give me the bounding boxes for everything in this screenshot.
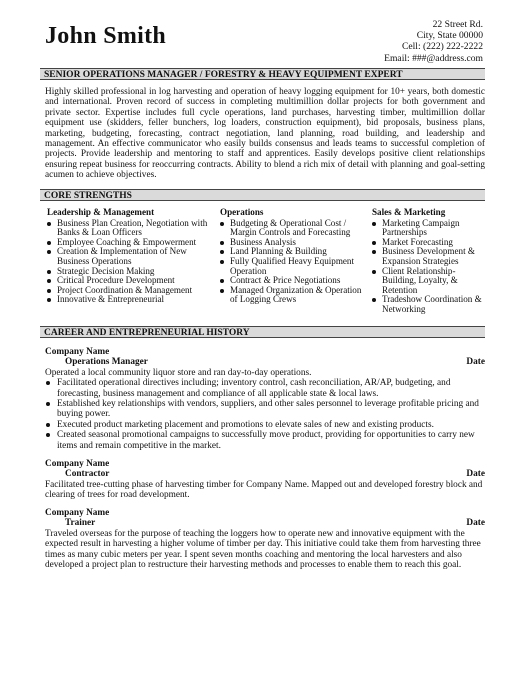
job-date: Date xyxy=(466,518,485,529)
company-name: Company Name xyxy=(45,347,110,357)
strengths-column-leadership xyxy=(47,208,219,305)
job-title: Contractor xyxy=(65,469,110,480)
job-entry xyxy=(45,508,485,570)
contact-email: Email: ###@address.com xyxy=(384,52,483,64)
contact-street: 22 Street Rd. xyxy=(432,19,483,30)
list-item: Tradeshow Coordination & Networking xyxy=(372,295,485,314)
contact-block xyxy=(384,19,483,64)
contact-phone: Cell: (222) 222-2222 xyxy=(401,41,483,53)
list-item: Strategic Decision Making xyxy=(47,267,219,277)
job-bullet: Executed product marketing placement and promotions to elevate sales of new and existing products. xyxy=(45,420,485,430)
strengths-column-sales xyxy=(372,208,485,315)
list-item: Market Forecasting xyxy=(372,238,485,248)
job-title: Operations Manager xyxy=(65,357,148,368)
list-item: Business Development & Expansion Strategies xyxy=(372,247,485,266)
list-item: Business Plan Creation, Negotiation with Banks & Loan Officers xyxy=(47,219,219,238)
job-date: Date xyxy=(466,469,485,480)
column-title: Leadership & Management xyxy=(47,207,155,217)
job-title-line xyxy=(45,518,485,528)
strengths-column-operations xyxy=(220,208,368,305)
list-item: Innovative & Entrepreneurial xyxy=(47,295,219,305)
job-title-line xyxy=(45,469,485,479)
job-date: Date xyxy=(466,357,485,368)
column-title: Sales & Marketing xyxy=(372,207,446,217)
job-bullet: Established key relationships with vendors, suppliers, and other sales personnel to leverage profitable pricing and buying power. xyxy=(45,399,485,420)
list-item: Fully Qualified Heavy Equipment Operation xyxy=(220,257,368,276)
title-bar: SENIOR OPERATIONS MANAGER / FORESTRY & HEAVY EQUIPMENT EXPERT xyxy=(40,68,485,80)
column-title: Operations xyxy=(220,207,264,217)
job-description: Traveled overseas for the purpose of teaching the loggers how to operate new and innovative equipment with the expected result in harvesting a higher volume of timber per day. This initiative could take them from harvesting three times as many cubic meters per year. I spent seven months coaching and mentoring the local harvesters and also developed a project plan to restructure their harvesting methods and processes to enable them to reach this goal. xyxy=(45,528,481,571)
list-item: Employee Coaching & Empowerment xyxy=(47,238,219,248)
job-title: Trainer xyxy=(65,518,96,529)
contact-city: City, State 00000 xyxy=(416,30,483,42)
list-item: Contract & Price Negotiations xyxy=(220,276,368,286)
job-entry xyxy=(45,347,485,451)
career-heading: CAREER AND ENTREPRENEURIAL HISTORY xyxy=(40,326,485,338)
list-item: Project Coordination & Management xyxy=(47,286,219,296)
job-bullet: Facilitated operational directives including; inventory control, cash reconciliation, AR/AP, budgeting, and forecasting, business management and compliance of all applicable state & local laws. xyxy=(45,378,485,399)
list-item: Budgeting & Operational Cost / Margin Controls and Forecasting xyxy=(220,219,368,238)
company-name: Company Name xyxy=(45,459,110,469)
list-item: Managed Organization & Operation of Logging Crews xyxy=(220,286,368,305)
list-item: Creation & Implementation of New Business Operations xyxy=(47,247,219,266)
job-description: Facilitated tree-cutting phase of harvesting timber for Company Name. Mapped out and developed forestry block and clearing of trees for road development. xyxy=(45,479,483,501)
list-item: Critical Procedure Development xyxy=(47,276,219,286)
job-entry xyxy=(45,459,485,501)
candidate-name: John Smith xyxy=(45,23,167,49)
job-description: Operated a local community liquor store and ran day-to-day operations. xyxy=(45,367,312,378)
list-item: Marketing Campaign Partnerships xyxy=(372,219,485,238)
job-title-line xyxy=(45,357,485,367)
summary-paragraph: Highly skilled professional in log harvesting and operation of heavy logging equipment for 10+ years, both domestic and international. Proven record of success in completing multimillion dollar projects for both government and private sector. Expertise includes full cycle operations, land purchases, harvesting timber, multimillion dollar equipment use (skidders, feller bunchers, log loaders, construction equipment), bid proposals, business plans, marketing, budgeting, forecasting, contract negotiation, land planning, road building, and leadership and management. An effective communicator who easily builds consensus and leads teams to successful completion of projects. Provide leadership and mentoring to staff and apprentices. Easily develops positive client relationships ensuring repeat business for reoccurring contracts. Ability to blend a rich mix of detail with planning and goal-setting acumen to achieve objectives. xyxy=(45,87,485,181)
list-item: Business Analysis xyxy=(220,238,368,248)
list-item: Client Relationship-Building, Loyalty, & Retention xyxy=(372,267,485,296)
job-bullet: Created seasonal promotional campaigns to successfully move product, providing for opportunities to carry new items and remain competitive in the market. xyxy=(45,430,485,451)
core-strengths-heading: CORE STRENGTHS xyxy=(40,189,485,201)
list-item: Land Planning & Building xyxy=(220,247,368,257)
company-name: Company Name xyxy=(45,508,110,518)
